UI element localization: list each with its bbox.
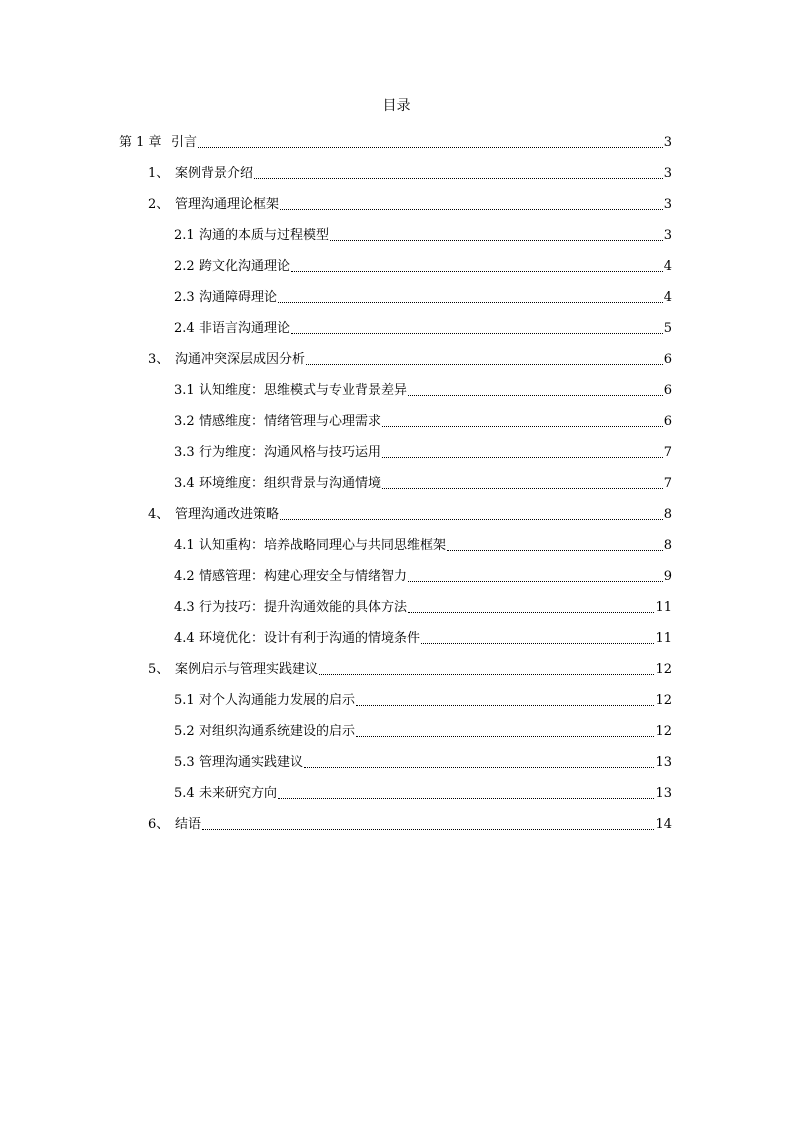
- toc-entry[interactable]: [119, 805, 672, 836]
- toc-entry[interactable]: [119, 588, 672, 619]
- toc-entry-number: 3.2: [174, 414, 195, 429]
- toc-entry-label: 环境优化：设计有利于沟通的情境条件: [199, 631, 421, 646]
- toc-entry-number: 5、: [148, 662, 170, 677]
- toc-entry-page: 3: [663, 135, 672, 150]
- toc-title: 目录: [382, 98, 411, 114]
- dot-leader: [356, 705, 654, 706]
- toc-entry-number: 4、: [148, 507, 170, 522]
- toc-entry[interactable]: [119, 371, 672, 402]
- toc-entry-number: 4.3: [174, 600, 195, 615]
- toc-entry-label: 行为维度：沟通风格与技巧运用: [199, 445, 382, 460]
- toc-entry-number: 5.2: [174, 724, 195, 739]
- toc-entry[interactable]: [119, 309, 672, 340]
- toc-entry-page: 12: [655, 724, 672, 739]
- toc-entry-number: 3.3: [174, 445, 195, 460]
- toc-entry-page: 13: [655, 755, 672, 770]
- dot-leader: [382, 488, 663, 489]
- toc-entry[interactable]: [119, 340, 672, 371]
- toc-entry[interactable]: [119, 557, 672, 588]
- toc-entry-number: 2、: [148, 197, 170, 212]
- toc-entry-label: 非语言沟通理论: [199, 321, 291, 336]
- toc-entry-number: 2.4: [174, 321, 195, 336]
- toc-entry-number: 3.4: [174, 476, 195, 491]
- toc-entry-number: 3.1: [174, 383, 195, 398]
- dot-leader: [198, 147, 663, 148]
- toc-entry-label: 沟通障碍理论: [199, 290, 278, 305]
- toc-entry-label: 行为技巧：提升沟通效能的具体方法: [199, 600, 408, 615]
- toc-entry[interactable]: [119, 185, 672, 216]
- toc-entry[interactable]: [119, 123, 672, 154]
- dot-leader: [319, 674, 654, 675]
- toc-entry[interactable]: [119, 774, 672, 805]
- dot-leader: [408, 612, 654, 613]
- toc-entry-page: 12: [655, 693, 672, 708]
- toc-entry-number: 4.1: [174, 538, 195, 553]
- dot-leader: [408, 395, 663, 396]
- dot-leader: [421, 643, 654, 644]
- toc-entry-page: 6: [663, 352, 672, 367]
- toc-entry-page: 3: [663, 166, 672, 181]
- toc-entry-label: 管理沟通实践建议: [199, 755, 304, 770]
- toc-entry-number: 5.4: [174, 786, 195, 801]
- table-of-contents: [119, 123, 672, 836]
- dot-leader: [278, 302, 663, 303]
- toc-entry[interactable]: [119, 247, 672, 278]
- toc-entry-number: 2.1: [174, 228, 195, 243]
- dot-leader: [330, 240, 663, 241]
- toc-entry-page: 5: [663, 321, 672, 336]
- toc-entry[interactable]: [119, 743, 672, 774]
- toc-entry-number: 4.4: [174, 631, 195, 646]
- toc-entry-page: 6: [663, 383, 672, 398]
- toc-entry[interactable]: [119, 464, 672, 495]
- dot-leader: [291, 271, 663, 272]
- toc-entry-page: 3: [663, 228, 672, 243]
- toc-entry-label: 管理沟通理论框架: [175, 197, 280, 212]
- toc-entry-label: 情感维度：情绪管理与心理需求: [199, 414, 382, 429]
- dot-leader: [382, 457, 663, 458]
- dot-leader: [254, 178, 663, 179]
- toc-entry-page: 13: [655, 786, 672, 801]
- toc-entry-page: 9: [663, 569, 672, 584]
- toc-entry-page: 12: [655, 662, 672, 677]
- toc-entry[interactable]: [119, 433, 672, 464]
- toc-entry-label: 认知重构：培养战略同理心与共同思维框架: [199, 538, 447, 553]
- toc-entry[interactable]: [119, 278, 672, 309]
- dot-leader: [356, 736, 654, 737]
- toc-entry-page: 3: [663, 197, 672, 212]
- toc-entry-label: 沟通的本质与过程模型: [199, 228, 330, 243]
- toc-entry-page: 7: [663, 476, 672, 491]
- toc-entry-number: 第 1 章: [119, 135, 162, 150]
- toc-entry-label: 跨文化沟通理论: [199, 259, 291, 274]
- toc-entry[interactable]: [119, 402, 672, 433]
- dot-leader: [306, 364, 663, 365]
- dot-leader: [202, 829, 654, 830]
- toc-entry-label: 对组织沟通系统建设的启示: [199, 724, 356, 739]
- toc-entry-number: 6、: [148, 817, 170, 832]
- toc-entry-page: 11: [655, 631, 672, 646]
- toc-entry-page: 8: [663, 507, 672, 522]
- toc-entry-label: 案例启示与管理实践建议: [175, 662, 319, 677]
- toc-entry[interactable]: [119, 526, 672, 557]
- toc-entry-page: 8: [663, 538, 672, 553]
- toc-entry-label: 引言: [171, 135, 198, 150]
- toc-entry-page: 6: [663, 414, 672, 429]
- toc-entry-label: 情感管理：构建心理安全与情绪智力: [199, 569, 408, 584]
- toc-entry[interactable]: [119, 495, 672, 526]
- toc-entry-number: 1、: [148, 166, 170, 181]
- toc-entry-label: 对个人沟通能力发展的启示: [199, 693, 356, 708]
- toc-entry[interactable]: [119, 619, 672, 650]
- toc-entry-label: 管理沟通改进策略: [175, 507, 280, 522]
- toc-entry[interactable]: [119, 650, 672, 681]
- toc-entry-label: 沟通冲突深层成因分析: [175, 352, 306, 367]
- toc-entry-label: 环境维度：组织背景与沟通情境: [199, 476, 382, 491]
- toc-entry-page: 4: [663, 259, 672, 274]
- toc-entry-page: 14: [655, 817, 672, 832]
- dot-leader: [447, 550, 663, 551]
- dot-leader: [280, 519, 663, 520]
- toc-entry-label: 认知维度：思维模式与专业背景差异: [199, 383, 408, 398]
- dot-leader: [291, 333, 663, 334]
- toc-entry[interactable]: [119, 216, 672, 247]
- toc-entry[interactable]: [119, 712, 672, 743]
- toc-entry-number: 3、: [148, 352, 170, 367]
- toc-entry-number: 2.2: [174, 259, 195, 274]
- toc-entry-number: 2.3: [174, 290, 195, 305]
- dot-leader: [278, 798, 654, 799]
- toc-entry-label: 案例背景介绍: [175, 166, 254, 181]
- toc-entry-page: 7: [663, 445, 672, 460]
- toc-entry-number: 5.3: [174, 755, 195, 770]
- toc-entry-label: 结语: [175, 817, 202, 832]
- toc-entry-label: 未来研究方向: [199, 786, 278, 801]
- dot-leader: [408, 581, 663, 582]
- toc-entry[interactable]: [119, 681, 672, 712]
- toc-entry-number: 4.2: [174, 569, 195, 584]
- dot-leader: [382, 426, 663, 427]
- toc-entry[interactable]: [119, 154, 672, 185]
- dot-leader: [304, 767, 654, 768]
- toc-entry-number: 5.1: [174, 693, 195, 708]
- toc-entry-page: 11: [655, 600, 672, 615]
- dot-leader: [280, 209, 663, 210]
- toc-entry-page: 4: [663, 290, 672, 305]
